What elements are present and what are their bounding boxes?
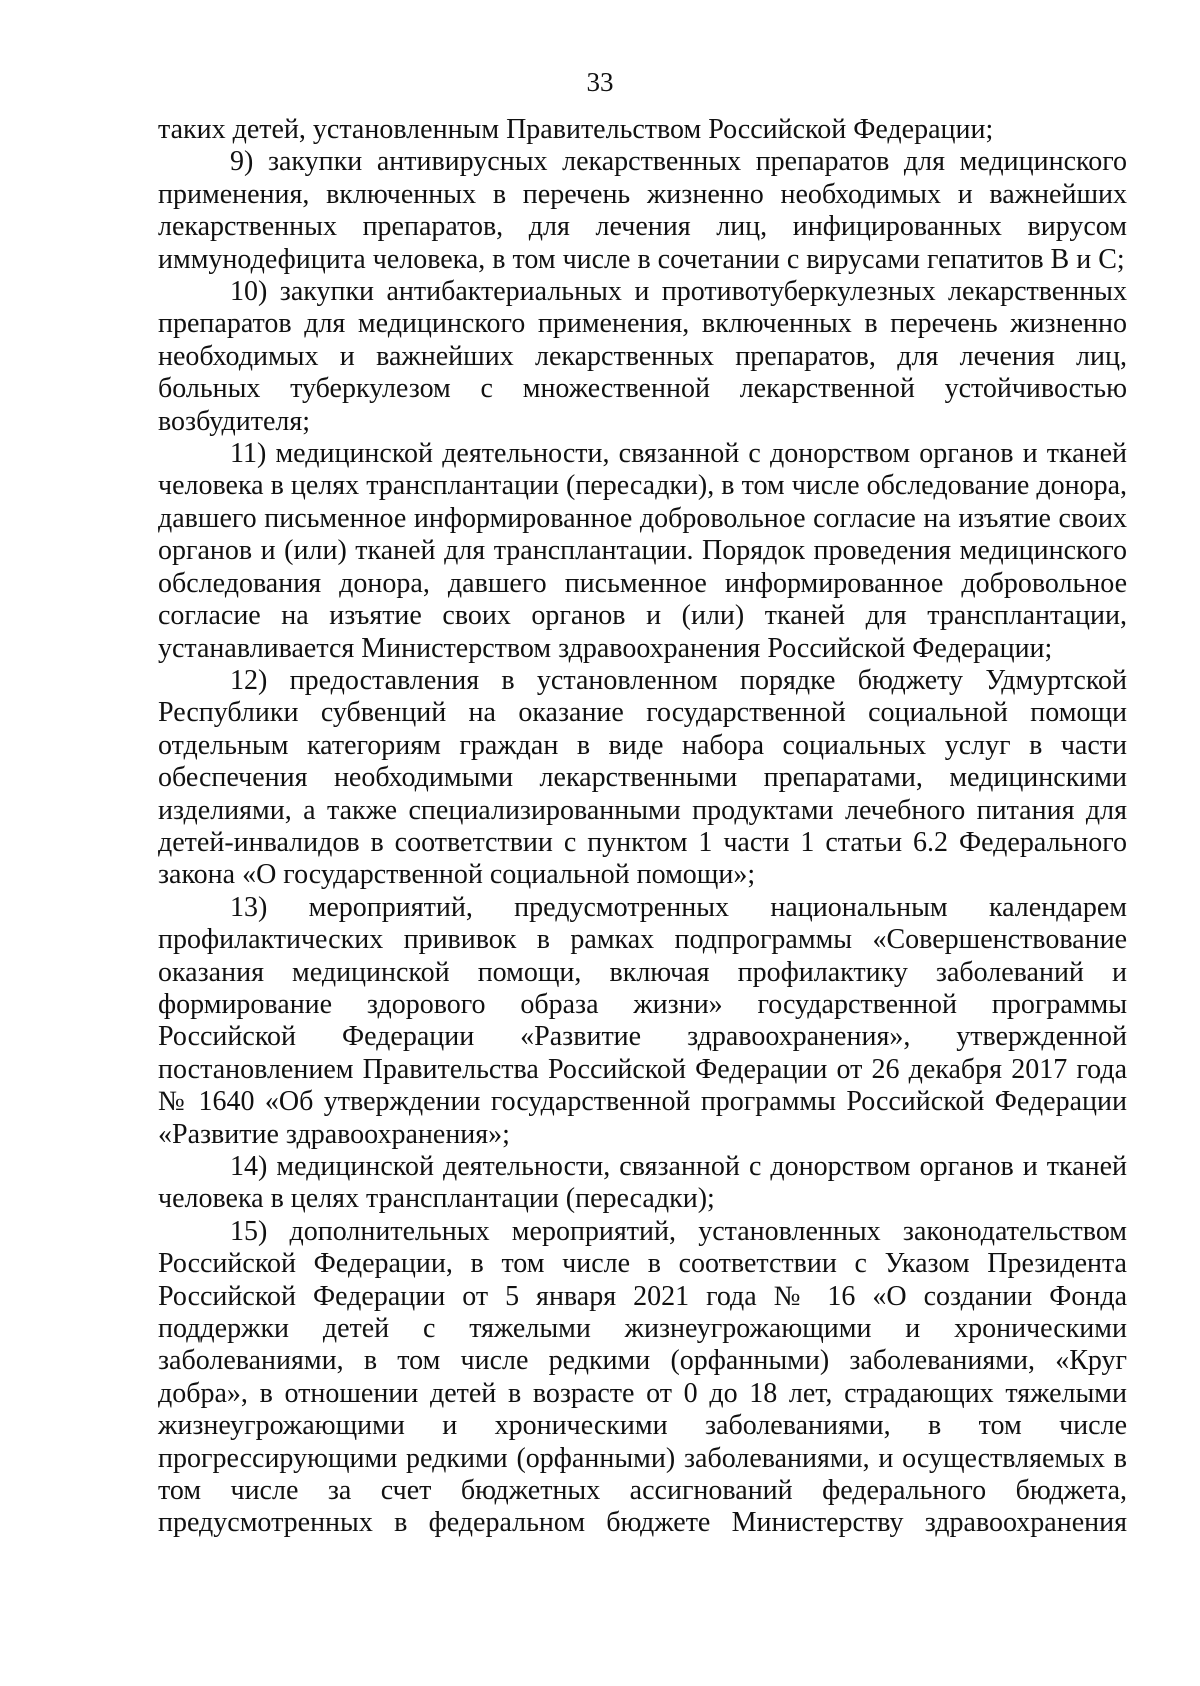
paragraph-item-9: 9) закупки антивирусных лекарственных препаратов для медицинского применения, включенных в перечень жизненно необходимых и важнейших лекарственных препаратов, для лечения лиц, инфицированных вирусом иммунодефицита человека, в том числе в сочетании с вирусами гепатитов B и C; <box>158 146 1127 275</box>
paragraph-item-10: 10) закупки антибактериальных и противотуберкулезных лекарственных препаратов для медицинского применения, включенных в перечень жизненно необходимых и важнейших лекарственных препаратов, для лечения лиц, больных туберкулезом с множественной лекарственной устойчивостью возбудителя; <box>158 276 1127 437</box>
paragraph-item-13: 13) мероприятий, предусмотренных национальным календарем профилактических прививок в рамках подпрограммы «Совершенствование оказания медицинской помощи, включая профилактику заболеваний и формирование здорового образа жизни» государственной программы Российской Федерации «Развитие здравоохранения», утвержденной постановлением Правительства Российской Федерации от 26 декабря 2017 года № 1640 «Об утверждении государственной программы Российской Федерации «Развитие здравоохранения»; <box>158 891 1127 1150</box>
paragraph-continuation: таких детей, установленным Правительством Российской Федерации; <box>158 114 994 145</box>
paragraph-item-14: 14) медицинской деятельности, связанной с донорством органов и тканей человека в целях трансплантации (пересадки); <box>158 1151 1127 1215</box>
page-number: 33 <box>586 67 614 97</box>
paragraph-item-11: 11) медицинской деятельности, связанной с донорством органов и тканей человека в целях трансплантации (пересадки), в том числе обследование донора, давшего письменное информированное добровольное согласие на изъятие своих органов и (или) тканей для трансплантации. Порядок проведения медицинского обследования донора, давшего письменное информированное добровольное согласие на изъятие своих органов и (или) тканей для трансплантации, устанавливается Министерством здравоохранения Российской Федерации; <box>158 438 1127 664</box>
paragraph-item-12: 12) предоставления в установленном порядке бюджету Удмуртской Республики субвенций на оказание государственной социальной помощи отдельным категориям граждан в виде набора социальных услуг в части обеспечения необходимыми лекарственными препаратами, медицинскими изделиями, а также специализированными продуктами лечебного питания для детей-инвалидов в соответствии с пунктом 1 части 1 статьи 6.2 Федерального закона «О государственной социальной помощи»; <box>158 664 1127 891</box>
document-body <box>158 114 1127 1540</box>
paragraph-item-15: 15) дополнительных мероприятий, установленных законодательством Российской Федерации, в том числе в соответствии с Указом Президента Российской Федерации от 5 января 2021 года № 16 «О создании Фонда поддержки детей с тяжелыми жизнеугрожающими и хроническими заболеваниями, в том числе редкими (орфанными) заболеваниями, «Круг добра», в отношении детей в возрасте от 0 до 18 лет, страдающих тяжелыми жизнеугрожающими и хроническими заболеваниями, в том числе прогрессирующими редкими (орфанными) заболеваниями, и осуществляемых в том числе за счет бюджетных ассигнований федерального бюджета, предусмотренных в федеральном бюджете Министерству здравоохранения <box>158 1215 1127 1539</box>
